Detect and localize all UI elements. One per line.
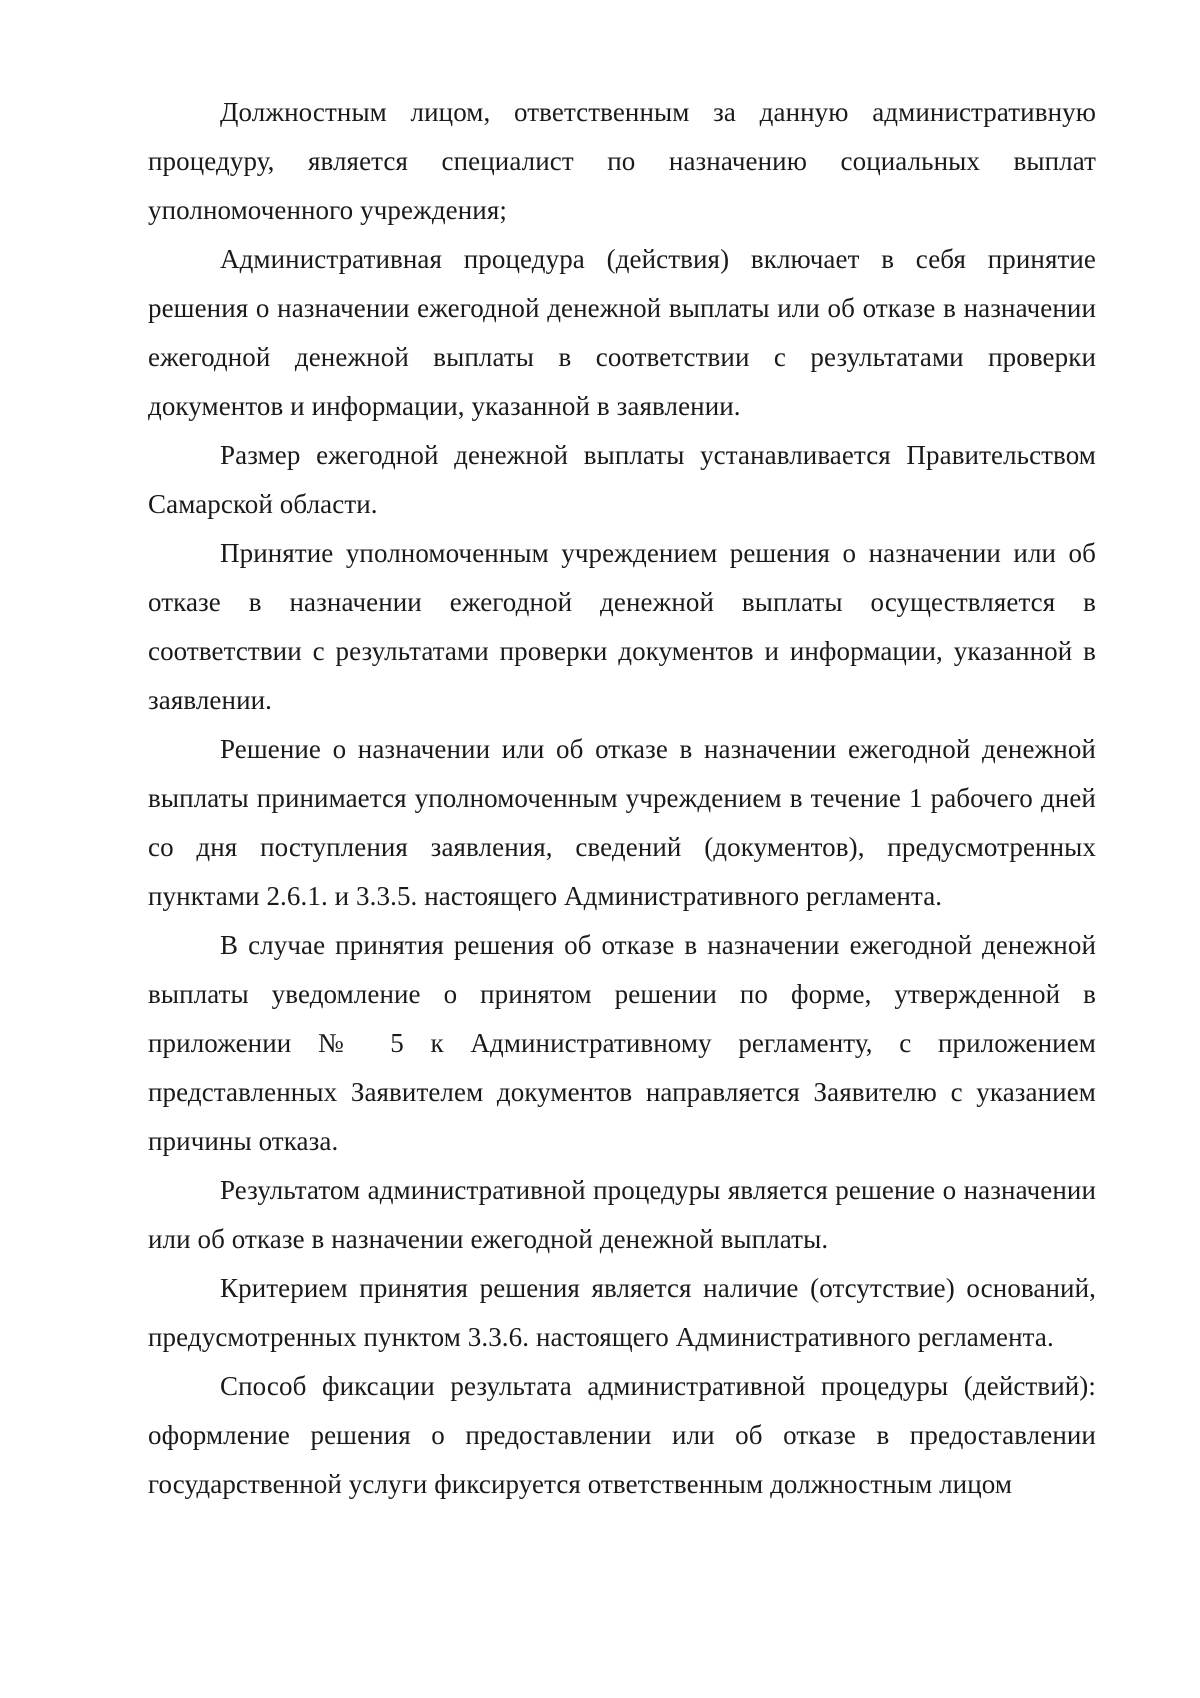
paragraph-responsible-official: Должностным лицом, ответственным за данную административную процедуру, является специалист по назначению социальных выплат уполномоченного учреждения; <box>148 97 1096 225</box>
document-body <box>148 88 1096 1509</box>
paragraph-decision-criterion: Критерием принятия решения является наличие (отсутствие) оснований, предусмотренных пунктом 3.3.6. настоящего Административного регламента. <box>148 1273 1096 1352</box>
paragraph-procedure-actions: Административная процедура (действия) включает в себя принятие решения о назначении ежегодной денежной выплаты или об отказе в назначении ежегодной денежной выплаты в соответствии с результатами проверки документов и информации, указанной в заявлении. <box>148 244 1096 421</box>
paragraph-refusal-notice: В случае принятия решения об отказе в назначении ежегодной денежной выплаты уведомление о принятом решении по форме, утвержденной в приложении № 5 к Административному регламенту, с приложением представленных Заявителем документов направляется Заявителю с указанием причины отказа. <box>148 930 1096 1156</box>
paragraph-decision-acceptance: Принятие уполномоченным учреждением решения о назначении или об отказе в назначении ежегодной денежной выплаты осуществляется в соответствии с результатами проверки документов и информации, указанной в заявлении. <box>148 538 1096 715</box>
paragraph-result-recording: Способ фиксации результата административной процедуры (действий): оформление решения о предоставлении или об отказе в предоставлении государственной услуги фиксируется ответственным должностным лицом <box>148 1371 1096 1499</box>
paragraph-decision-timing: Решение о назначении или об отказе в назначении ежегодной денежной выплаты принимается уполномоченным учреждением в течение 1 рабочего дней со дня поступления заявления, сведений (документов), предусмотренных пунктами 2.6.1. и 3.3.5. настоящего Административного регламента. <box>148 734 1096 911</box>
paragraph-procedure-result: Результатом административной процедуры является решение о назначении или об отказе в назначении ежегодной денежной выплаты. <box>148 1175 1096 1254</box>
paragraph-payment-amount: Размер ежегодной денежной выплаты устанавливается Правительством Самарской области. <box>148 440 1096 519</box>
